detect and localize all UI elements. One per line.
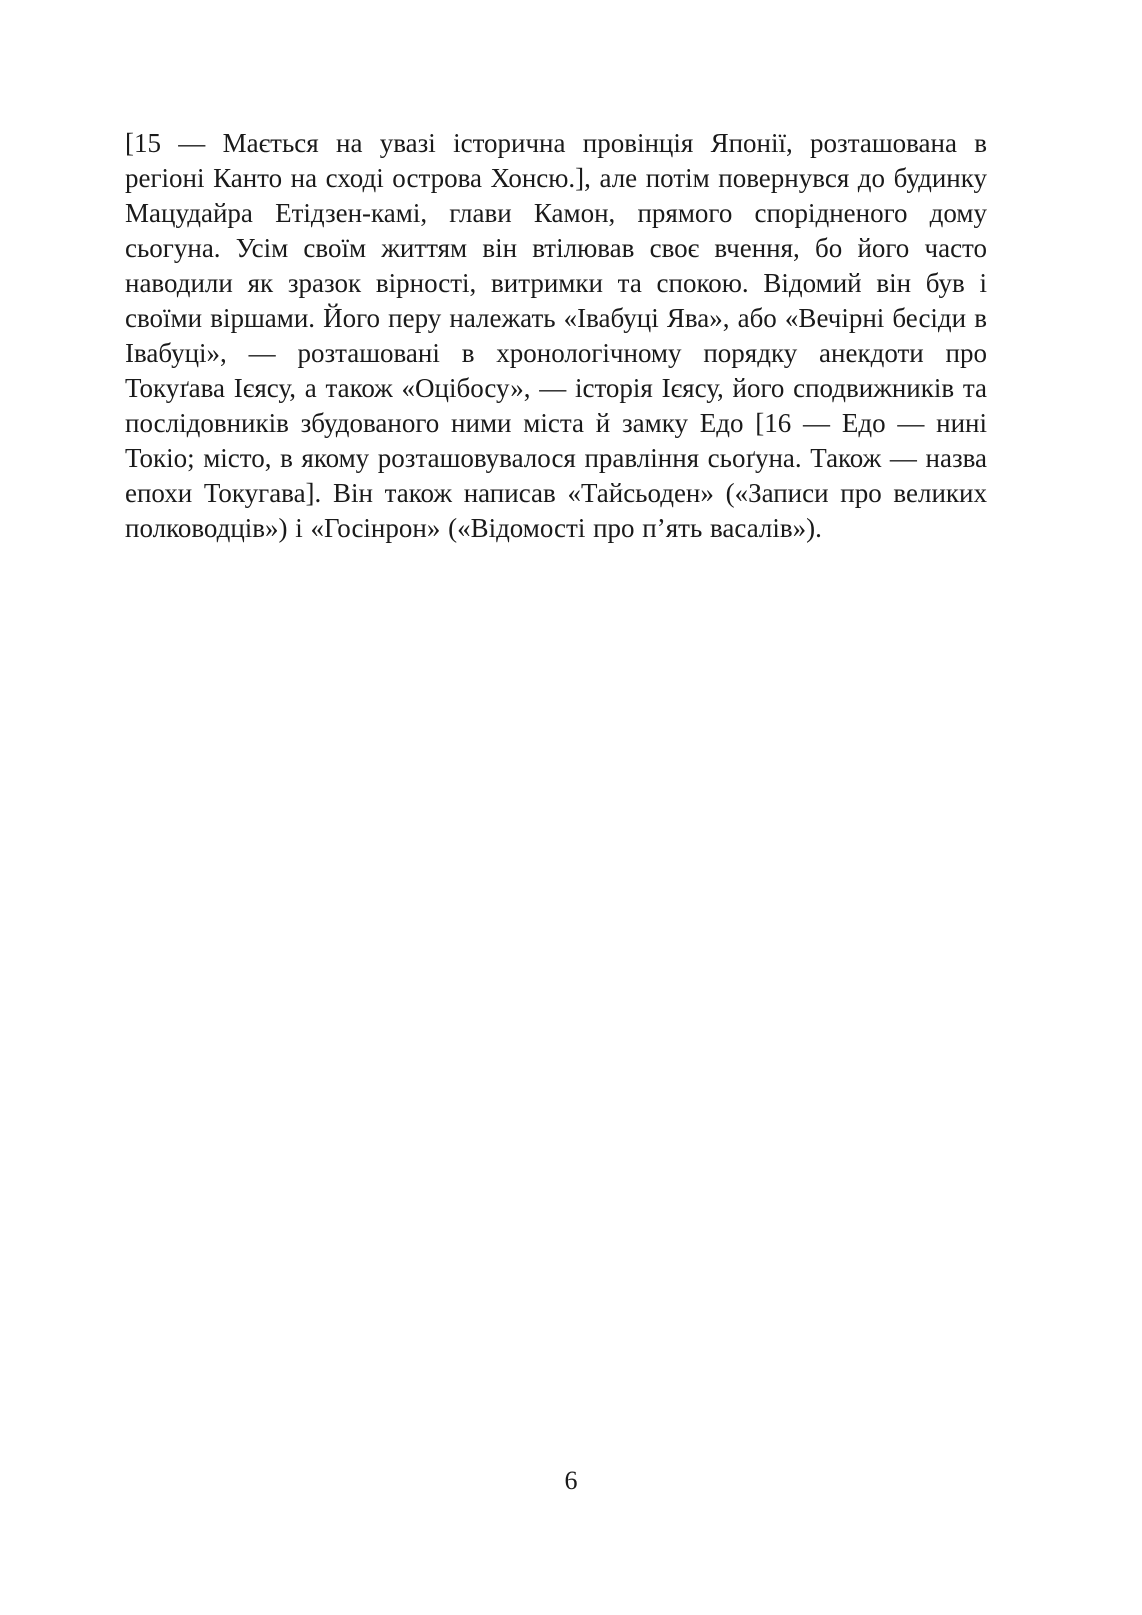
- paragraph-text: [15 — Мається на увазі історична провінція Японії, розташована в регіоні Канто на сході острова Хонсю.], але потім повернувся до будинку Мацудайра Етідзен-камі, глави Камон, прямого спорідненого дому сьогуна. Усім своїм життям він втілював своє вчення, бо його часто наводили як зразок вірності, витримки та спокою. Відомий він був і своїми віршами. Його перу належать «Івабуці Ява», або «Вечірні бесіди в Івабуці», — розташовані в хронологічному порядку анекдоти про Токуґава Ієясу, а також «Оцібосу», — історія Ієясу, його сподвижників та послідовників збудованого ними міста й замку Едо [16 — Едо — нині Токіо; місто, в якому розташовувалося правління сьоґуна. Також — назва епохи Токугава]. Він також написав «Тайсьоден» («Записи про великих полководців») і «Госінрон» («Відомості про п’ять васалів»).: [125, 128, 987, 543]
- page-number: 6: [564, 1466, 578, 1495]
